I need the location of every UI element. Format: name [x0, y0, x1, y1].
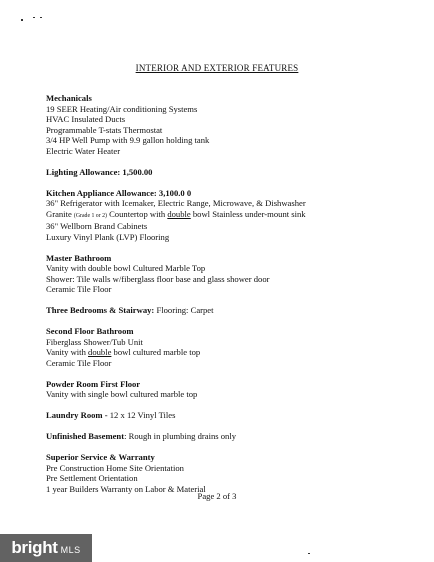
section-heading: Laundry Room -: [46, 410, 108, 420]
section-heading: Unfinished Basement: [46, 431, 125, 441]
feature-line: Electric Water Heater: [46, 145, 121, 156]
section-bedrooms: [46, 305, 426, 316]
section-heading: Lighting Allowance: [46, 166, 118, 177]
section-heading: Superior Service & Warranty: [46, 452, 155, 462]
document-title: INTERIOR AND EXTERIOR FEATURES: [135, 63, 299, 73]
section-heading: Powder Room First Floor: [46, 378, 141, 389]
scan-speck: [33, 17, 35, 18]
feature-line-granite: [46, 209, 426, 222]
feature-line: 36" Refrigerator with Icemaker, Electric Range, Microwave, & Dishwasher: [46, 198, 306, 208]
feature-line: 3/4 HP Well Pump with 9.9 gallon holding tank: [46, 135, 210, 145]
section-powder-room: [46, 379, 426, 400]
basement-detail: : Rough in plumbing drains only: [124, 431, 237, 441]
watermark-brand: bright: [11, 538, 58, 557]
feature-line: Programmable T-stats Thermostat: [46, 124, 163, 135]
watermark-sub: MLS: [60, 545, 81, 555]
section-heading: Three Bedrooms & Stairway:: [46, 305, 155, 315]
feature-line: HVAC Insulated Ducts: [46, 114, 126, 124]
feature-line: Ceramic Tile Floor: [46, 357, 112, 368]
feature-line: Ceramic Tile Floor: [46, 284, 112, 294]
section-kitchen: [46, 188, 426, 243]
feature-line-vanity: [46, 347, 426, 358]
features-list: [46, 93, 426, 505]
underlined-word: double: [88, 347, 112, 357]
bright-mls-watermark: [0, 534, 92, 562]
scan-speck: [308, 553, 310, 554]
underlined-word: double: [167, 208, 191, 219]
text-run: Granite: [46, 208, 74, 219]
feature-line: 19 SEER Heating/Air conditioning Systems: [46, 103, 198, 114]
section-lighting: [46, 167, 426, 178]
section-service-warranty: [46, 452, 426, 494]
scan-speck: [40, 17, 42, 18]
feature-line: Fiberglass Shower/Tub Unit: [46, 336, 143, 347]
feature-line: Vanity with double bowl Cultured Marble Top: [46, 263, 206, 273]
section-basement: [46, 431, 426, 442]
section-heading: Mechanicals: [46, 93, 92, 103]
feature-line: Pre Construction Home Site Orientation: [46, 462, 184, 473]
page-number: Page 2 of 3: [197, 491, 237, 501]
scan-speck: [21, 19, 23, 21]
section-heading: Master Bathroom: [46, 252, 112, 263]
lighting-allowance-value: : 1,500.00: [117, 166, 153, 177]
text-run: bowl cultured marble top: [111, 347, 201, 357]
feature-line: 1 year Builders Warranty on Labor & Material: [46, 483, 206, 494]
feature-line: Luxury Vinyl Plank (LVP) Flooring: [46, 231, 170, 242]
feature-line: 36" Wellborn Brand Cabinets: [46, 221, 148, 231]
section-laundry: [46, 410, 426, 421]
feature-line: Pre Settlement Orientation: [46, 473, 138, 483]
laundry-flooring: 12 x 12 Vinyl Tiles: [107, 410, 176, 420]
text-run: Countertop with: [106, 208, 168, 219]
section-heading: Second Floor Bathroom: [46, 326, 134, 336]
text-run: Vanity with: [46, 347, 89, 357]
grade-note: (Grade 1 or 2): [73, 212, 107, 219]
bedrooms-flooring: Flooring: Carpet: [154, 305, 214, 315]
section-second-floor-bathroom: [46, 326, 426, 368]
feature-line: Vanity with single bowl cultured marble top: [46, 389, 198, 399]
text-run: bowl Stainless under-mount sink: [190, 208, 306, 219]
section-master-bathroom: [46, 253, 426, 295]
section-mechanicals: [46, 93, 426, 156]
feature-line: Shower: Tile walls w/fiberglass floor base and glass shower door: [46, 273, 270, 284]
section-heading: Kitchen Appliance Allowance: 3,100.0 0: [46, 187, 192, 198]
